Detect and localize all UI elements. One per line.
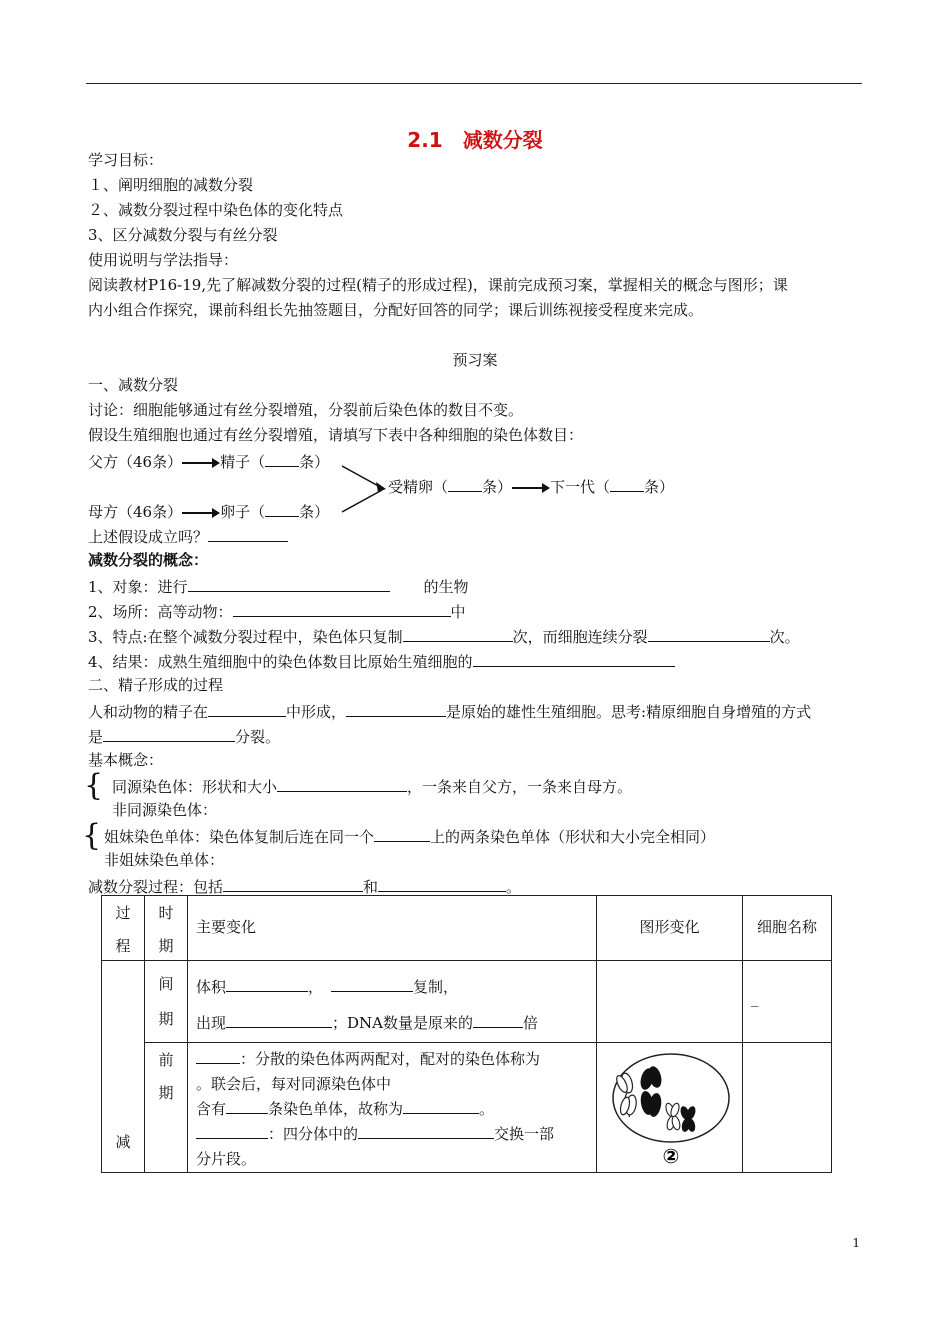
- basic-concepts-heading: 基本概念：: [88, 751, 164, 769]
- header-process: 过 程: [102, 896, 145, 961]
- arrow-icon: [182, 508, 220, 518]
- concept-1-blank[interactable]: [188, 575, 390, 592]
- arrow-icon: [182, 458, 220, 468]
- concept-heading: 减数分裂的概念：: [88, 551, 209, 569]
- sister-line: [104, 825, 715, 847]
- header-rule: [86, 83, 862, 84]
- concept-1-text: 1、对象：进行: [88, 578, 188, 596]
- prophase-period: 前 期: [145, 1043, 188, 1173]
- interphase-period: 间 期: [145, 961, 188, 1043]
- objective-1: １、阐明细胞的减数分裂: [88, 176, 254, 194]
- concept-1-end: 的生物: [423, 578, 469, 596]
- chromosome-icon: [615, 1072, 638, 1117]
- arrow-icon: [512, 483, 550, 493]
- concept-3-middle: 次，而细胞连续分裂: [512, 628, 648, 646]
- process-and: 和: [363, 878, 379, 896]
- preview-title: 预习案: [452, 351, 498, 369]
- interphase-cell-name: _: [743, 961, 832, 1043]
- hypothesis-line: [88, 525, 288, 547]
- pro-blank-1[interactable]: [196, 1047, 240, 1064]
- prophase-cell-figure: [597, 1043, 742, 1167]
- sister-blank[interactable]: [374, 825, 430, 842]
- pro-blank-4[interactable]: [196, 1122, 268, 1139]
- concept-3-blank-2[interactable]: [648, 625, 770, 642]
- hypothesis-blank[interactable]: [208, 525, 288, 542]
- next-gen-blank[interactable]: [610, 475, 644, 492]
- concept-3: [88, 625, 800, 647]
- father-line: [88, 450, 329, 472]
- header-figure-change: 图形变化: [597, 896, 743, 961]
- pro-blank-3[interactable]: [403, 1097, 479, 1114]
- s2-text-e: 分裂。: [235, 728, 281, 746]
- process-cell: 减: [102, 961, 145, 1173]
- concept-2: [88, 600, 466, 622]
- concept-4: [88, 650, 675, 672]
- mother-label: 母方（46条）: [88, 503, 183, 521]
- meiosis-table: [101, 895, 832, 1173]
- process-text: 减数分裂过程：包括: [88, 878, 224, 896]
- concept-4-text: 4、结果：成熟生殖细胞中的染色体数目比原始生殖细胞的: [88, 653, 473, 671]
- s2-blank-2[interactable]: [346, 700, 446, 717]
- concept-4-blank[interactable]: [473, 650, 675, 667]
- s2-text-d: 是: [88, 728, 104, 746]
- header-main-change: 主要变化: [188, 896, 597, 961]
- assumption-text: 假设生殖细胞也通过有丝分裂增殖，请填写下表中各种细胞的染色体数目：: [88, 426, 584, 444]
- page-title: 2.1 减数分裂: [407, 128, 543, 152]
- sister-end: 上的两条染色单体（形状和大小完全相同）: [430, 828, 716, 846]
- zygote-label: 受精卵（: [388, 478, 449, 496]
- section-2-line-2: [88, 725, 280, 747]
- section-2-line-1: [88, 700, 811, 722]
- inter-blank-3[interactable]: [226, 1011, 332, 1028]
- pro-blank-5[interactable]: [358, 1122, 494, 1139]
- usage-line-1: 阅读教材P16-19,先了解减数分裂的过程(精子的形成过程)，课前完成预习案，掌握相关的概念与图形；课: [88, 276, 788, 294]
- discussion-text: 讨论：细胞能够通过有丝分裂增殖，分裂前后染色体的数目不变。: [88, 401, 524, 419]
- father-label: 父方（46条）: [88, 453, 183, 471]
- objective-2: ２、减数分裂过程中染色体的变化特点: [88, 201, 344, 219]
- concept-2-blank[interactable]: [233, 600, 451, 617]
- s2-text-c: 是原始的雄性生殖细胞。思考:精原细胞自身增殖的方式: [446, 703, 812, 721]
- chromosome-dark-icon: [638, 1065, 663, 1118]
- concept-2-text: 2、场所：高等动物：: [88, 603, 233, 621]
- usage-line-2: 内小组合作探究，课前科组长先抽签题目，分配好回答的同学；课后训练视接受程度来完成。: [88, 301, 704, 319]
- sister-text: 姐妹染色单体：染色体复制后连在同一个: [104, 828, 375, 846]
- s2-text-b: 中形成，: [286, 703, 347, 721]
- process-blank-2[interactable]: [378, 875, 506, 892]
- homologous-end: ，一条来自父方，一条来自母方。: [407, 778, 633, 796]
- prophase-cell-name: [743, 1043, 832, 1173]
- prophase-changes: ：分散的染色体两两配对，配对的染色体称为 。联会后，每对同源染色体中 含有 条染色单体，故称为 。 ：四分体中的 交换一部 分片段。: [188, 1043, 597, 1173]
- process-line: [88, 875, 521, 897]
- sperm-blank[interactable]: [265, 450, 299, 467]
- egg-label-end: 条）: [299, 503, 330, 521]
- s2-blank-3[interactable]: [103, 725, 235, 742]
- sperm-label-end: 条）: [299, 453, 330, 471]
- prophase-figure-cell: [597, 1043, 743, 1173]
- page-number: 1: [852, 1236, 860, 1250]
- process-end: 。: [506, 878, 522, 896]
- pro-blank-2[interactable]: [226, 1097, 268, 1114]
- interphase-changes: 体积 ， 复制， 出现 ；DNA数量是原来的 倍: [188, 961, 597, 1043]
- zygote-line: [388, 475, 674, 497]
- concept-3-end: 次。: [769, 628, 800, 646]
- merge-arrows-icon: [340, 462, 390, 518]
- section-2-heading: 二、精子形成的过程: [88, 676, 224, 694]
- figure-label: ②: [662, 1144, 680, 1167]
- mother-line: [88, 500, 329, 522]
- table-header-row: [102, 896, 832, 961]
- concept-3-text: 3、特点:在整个减数分裂过程中，染色体只复制: [88, 628, 403, 646]
- next-gen-label-end: 条）: [644, 478, 675, 496]
- concept-2-end: 中: [450, 603, 466, 621]
- next-gen-label: 下一代（: [550, 478, 611, 496]
- inter-blank-4[interactable]: [473, 1011, 523, 1028]
- inter-blank-2[interactable]: [331, 975, 413, 992]
- concept-3-blank-1[interactable]: [403, 625, 513, 642]
- non-sister-line: 非姐妹染色单体：: [104, 851, 225, 869]
- homologous-blank[interactable]: [277, 775, 407, 792]
- brace-icon: {: [84, 768, 104, 803]
- homologous-text: 同源染色体：形状和大小: [112, 778, 278, 796]
- inter-blank-1[interactable]: [226, 975, 308, 992]
- homologous-line: [112, 775, 632, 797]
- non-homologous-line: 非同源染色体：: [112, 801, 218, 819]
- brace-icon: {: [82, 818, 102, 853]
- concept-1: [88, 575, 469, 597]
- zygote-label-end: 条）: [482, 478, 513, 496]
- header-cell-name: 细胞名称: [743, 896, 832, 961]
- objectives-heading: 学习目标：: [88, 151, 164, 169]
- zygote-blank[interactable]: [448, 475, 482, 492]
- hypothesis-text: 上述假设成立吗？: [88, 528, 209, 546]
- s2-text-a: 人和动物的精子在: [88, 703, 209, 721]
- egg-blank[interactable]: [265, 500, 299, 517]
- usage-heading: 使用说明与学法指导：: [88, 251, 239, 269]
- s2-blank-1[interactable]: [208, 700, 286, 717]
- sperm-label: 精子（: [220, 453, 266, 471]
- process-blank-1[interactable]: [223, 875, 363, 892]
- interphase-figure: [597, 961, 743, 1043]
- header-period: 时 期: [145, 896, 188, 961]
- section-1-heading: 一、减数分裂: [88, 376, 179, 394]
- egg-label: 卵子（: [220, 503, 266, 521]
- objective-3: 3、区分减数分裂与有丝分裂: [88, 226, 278, 244]
- table-row-prophase: [102, 1043, 832, 1173]
- table-row-interphase: [102, 961, 832, 1043]
